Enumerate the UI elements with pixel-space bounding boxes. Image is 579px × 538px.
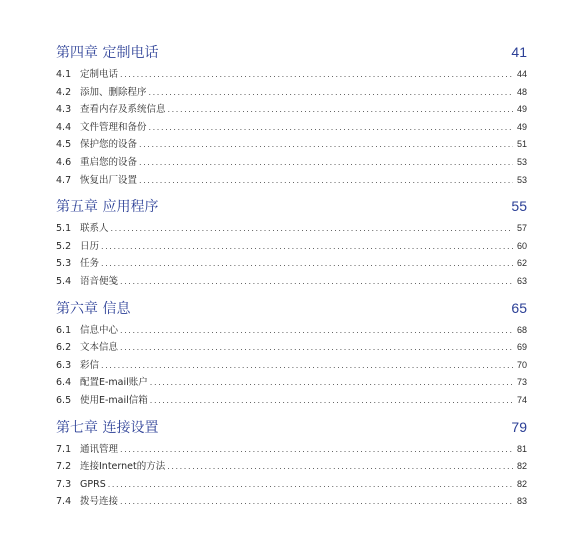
entry-number: 6.3	[56, 359, 72, 371]
entry-page-number: 44	[516, 69, 527, 79]
toc-entry-list	[56, 322, 527, 410]
toc-entry[interactable]	[56, 273, 527, 291]
toc-entry-list	[56, 441, 527, 511]
entry-title: 联系人	[80, 223, 109, 235]
entry-number: 4.2	[56, 86, 72, 98]
chapter-heading[interactable]	[56, 417, 527, 439]
toc-entry[interactable]	[56, 357, 527, 375]
entry-page-number: 49	[516, 104, 527, 115]
entry-title: 信息中心	[80, 324, 119, 336]
chapter-section	[56, 417, 527, 511]
entry-number: 6.1	[56, 324, 72, 336]
entry-page-number: 60	[516, 240, 527, 251]
toc-entry[interactable]	[56, 136, 527, 154]
chapter-page-number: 65	[511, 299, 527, 316]
dot-leader	[149, 119, 513, 137]
dot-leader	[139, 154, 513, 172]
chapter-page-number: 41	[511, 44, 527, 60]
entry-number: 4.3	[56, 104, 72, 116]
entry-page-number: 82	[516, 478, 527, 489]
entry-page-number: 53	[516, 156, 527, 167]
dot-leader	[111, 220, 513, 238]
chapter-title: 第五章 应用程序	[56, 199, 159, 216]
entry-page-number: 63	[516, 275, 527, 286]
entry-page-number: 70	[516, 359, 527, 370]
entry-page-number: 68	[516, 324, 527, 335]
entry-number: 4.1	[56, 69, 72, 80]
entry-title: 恢复出厂设置	[80, 174, 138, 186]
dot-leader	[120, 273, 513, 291]
entry-number: 7.2	[56, 461, 72, 473]
entry-page-number: 51	[516, 139, 527, 150]
entry-page-number: 57	[516, 223, 527, 234]
toc-entry[interactable]	[56, 66, 527, 84]
entry-title: 彩信	[80, 359, 100, 371]
toc-entry[interactable]	[56, 84, 527, 102]
entry-page-number: 74	[516, 394, 527, 405]
entry-page-number: 81	[516, 443, 527, 454]
entry-title: 使用E-mail信箱	[80, 394, 148, 406]
dot-leader	[120, 339, 513, 357]
chapter-heading[interactable]	[56, 42, 527, 64]
chapter-section	[56, 42, 527, 189]
entry-title: 文件管理和备份	[80, 121, 147, 133]
chapter-heading[interactable]	[56, 196, 527, 218]
entry-title: 文本信息	[80, 342, 119, 354]
entry-number: 5.3	[56, 258, 72, 270]
dot-leader	[108, 476, 513, 494]
chapter-heading[interactable]	[56, 298, 527, 320]
dot-leader	[120, 66, 513, 84]
entry-title: 日历	[80, 240, 100, 252]
dot-leader	[150, 392, 513, 410]
chapter-page-number: 55	[511, 198, 527, 215]
toc-entry[interactable]	[56, 154, 527, 172]
entry-number: 5.2	[56, 240, 72, 252]
entry-page-number: 49	[516, 121, 527, 132]
entry-title: 拨号连接	[80, 496, 119, 508]
entry-number: 7.3	[56, 478, 72, 490]
dot-leader	[139, 172, 513, 190]
entry-title: 查看内存及系统信息	[80, 104, 166, 116]
entry-page-number: 69	[516, 342, 527, 353]
entry-title: 重启您的设备	[80, 156, 138, 168]
chapter-section	[56, 196, 527, 290]
toc-entry[interactable]	[56, 493, 527, 511]
entry-number: 6.5	[56, 394, 72, 406]
entry-title: 语音便笺	[80, 275, 119, 287]
entry-page-number: 73	[516, 377, 527, 388]
entry-title: 通讯管理	[80, 443, 119, 455]
toc-entry[interactable]	[56, 392, 527, 410]
toc-entry[interactable]	[56, 339, 527, 357]
entry-number: 5.4	[56, 275, 72, 287]
toc-entry[interactable]	[56, 374, 527, 392]
dot-leader	[139, 136, 513, 154]
entry-page-number: 48	[516, 86, 527, 97]
dot-leader	[101, 255, 513, 273]
dot-leader	[149, 84, 513, 102]
entry-number: 4.5	[56, 139, 72, 151]
chapter-title: 第四章 定制电话	[56, 45, 159, 61]
entry-title: 配置E-mail账户	[80, 377, 148, 389]
toc-entry-list	[56, 220, 527, 290]
dot-leader	[150, 374, 513, 392]
toc-entry[interactable]	[56, 119, 527, 137]
dot-leader	[120, 493, 513, 511]
toc-entry[interactable]	[56, 322, 527, 340]
entry-title: 连接Internet的方法	[80, 461, 166, 473]
toc-entry[interactable]	[56, 238, 527, 256]
entry-number: 5.1	[56, 223, 72, 235]
dot-leader	[101, 238, 513, 256]
entry-title: GPRS	[80, 478, 106, 490]
toc-entry-list	[56, 66, 527, 189]
toc-entry[interactable]	[56, 476, 527, 494]
chapter-page-number: 79	[511, 418, 527, 435]
toc-entry[interactable]	[56, 441, 527, 459]
toc-entry[interactable]	[56, 101, 527, 119]
entry-number: 4.7	[56, 174, 72, 186]
toc-entry[interactable]	[56, 458, 527, 476]
entry-page-number: 62	[516, 258, 527, 269]
entry-title: 任务	[80, 258, 100, 270]
dot-leader	[120, 322, 513, 340]
entry-number: 6.2	[56, 342, 72, 354]
entry-number: 7.4	[56, 496, 72, 508]
dot-leader	[120, 441, 513, 459]
toc-entry[interactable]	[56, 255, 527, 273]
toc-entry[interactable]	[56, 220, 527, 238]
entry-page-number: 82	[516, 461, 527, 472]
entry-number: 4.6	[56, 156, 72, 168]
entry-number: 4.4	[56, 121, 72, 133]
dot-leader	[101, 357, 513, 375]
entry-title: 保护您的设备	[80, 139, 138, 151]
entry-title: 定制电话	[80, 69, 119, 80]
entry-title: 添加、删除程序	[80, 86, 147, 98]
entry-number: 7.1	[56, 443, 72, 455]
toc-entry[interactable]	[56, 172, 527, 190]
entry-number: 6.4	[56, 377, 72, 389]
dot-leader	[167, 458, 513, 476]
chapter-title: 第七章 连接设置	[56, 419, 159, 436]
chapter-section	[56, 298, 527, 410]
entry-page-number: 53	[516, 174, 527, 185]
dot-leader	[168, 101, 513, 119]
entry-page-number: 83	[516, 496, 527, 507]
chapter-title: 第六章 信息	[56, 300, 131, 317]
